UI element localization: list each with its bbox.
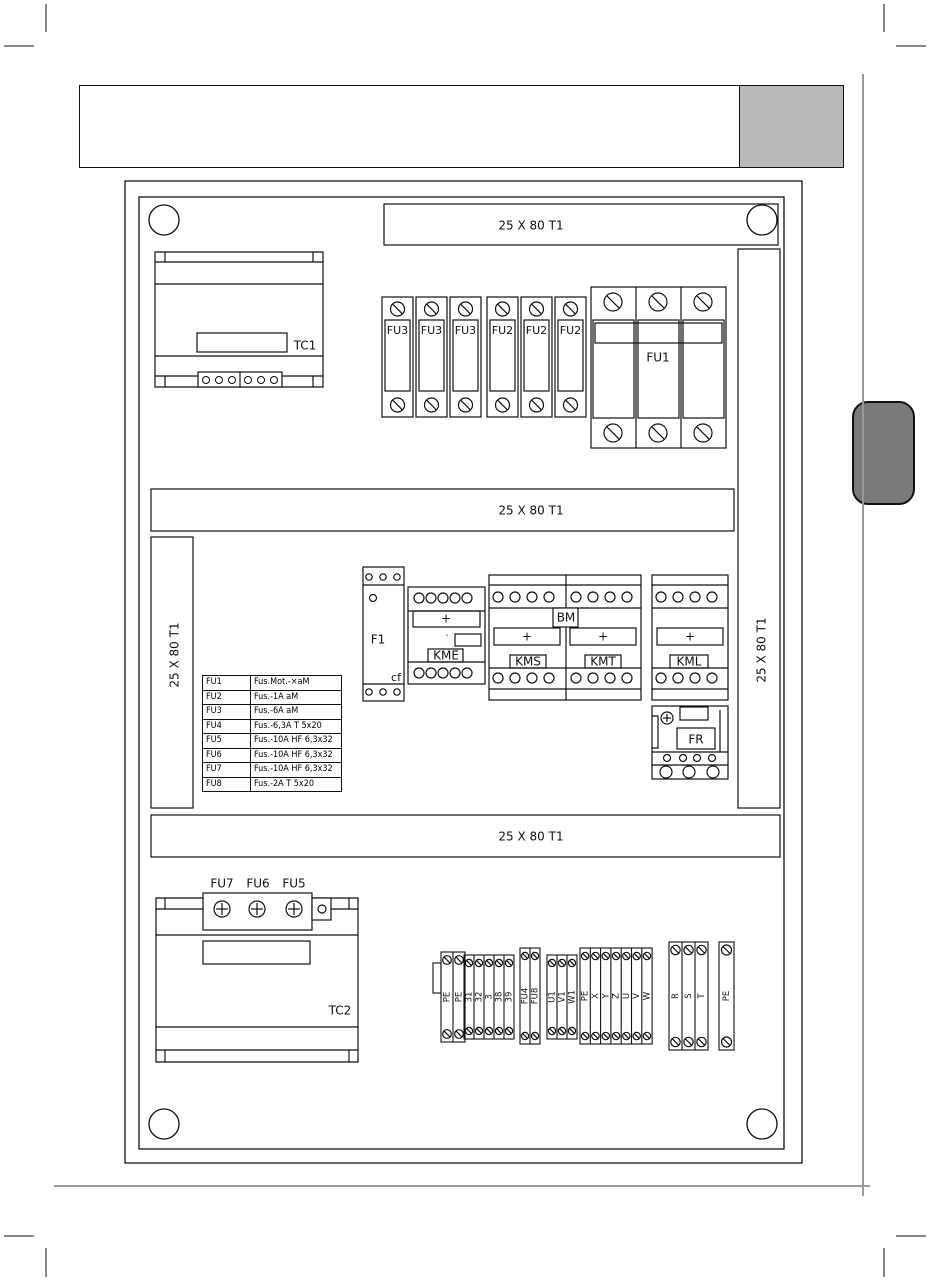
legend-row [203, 734, 342, 749]
legend-row [203, 748, 342, 763]
legend-row [203, 719, 342, 734]
tc2-fuse-fu7-label: FU7 [210, 876, 234, 891]
fuse-holder-group [382, 297, 586, 417]
legend-code: FU4 [203, 719, 251, 734]
crop-marks [4, 4, 926, 1277]
terminal-label: PE [454, 991, 465, 1003]
fuse-holder-label: FU3 [420, 324, 443, 337]
din-rail-bottom [151, 815, 780, 857]
kml-label: KML [676, 654, 702, 669]
din-rail-middle [151, 489, 734, 531]
fuse-holder [416, 297, 447, 417]
fuse-holder-label: FU3 [386, 324, 409, 337]
legend-code: FU3 [203, 705, 251, 720]
din-rail-bottom-label: 25 X 80 T1 [498, 829, 564, 844]
legend-desc: Fus.Mot.-×aM [251, 676, 342, 691]
kmt-label: KMT [590, 654, 616, 669]
fu1-label: FU1 [646, 350, 670, 365]
fuse-holder-label: FU3 [454, 324, 477, 337]
din-rail-top [384, 204, 778, 245]
legend-row [203, 676, 342, 691]
legend-desc: Fus.-10A HF 6,3x32 [251, 734, 342, 749]
legend-row [203, 763, 342, 778]
kme-dot: · [445, 631, 449, 642]
fuse-holder [555, 297, 586, 417]
fuse-holder [450, 297, 481, 417]
terminal-label: V1 [557, 991, 568, 1003]
tc2-fuse-fu6-label: FU6 [246, 876, 270, 891]
legend-row [203, 690, 342, 705]
terminal-label: PE [580, 990, 591, 1002]
legend-desc: Fus.-2A T 5x20 [251, 777, 342, 792]
fuse-holder-label: FU2 [491, 324, 514, 337]
terminal-label: T [697, 993, 707, 999]
contactor-kms-kmt [489, 575, 641, 700]
fuse-holder [521, 297, 552, 417]
legend-row [203, 777, 342, 792]
fuse-holder [382, 297, 413, 417]
fuse-holder-fu1 [591, 287, 726, 448]
kms-label: KMS [515, 654, 541, 669]
terminal-label: FU4 [520, 987, 531, 1005]
terminal-label: PE [722, 990, 732, 1002]
legend-code: FU2 [203, 690, 251, 705]
din-rail-top-label: 25 X 80 T1 [498, 218, 564, 233]
bm-label: BM [556, 610, 576, 625]
legend-code: FU8 [203, 777, 251, 792]
legend-code: FU7 [203, 763, 251, 778]
din-rail-left-label: 25 X 80 T1 [167, 622, 182, 688]
legend-code: FU5 [203, 734, 251, 749]
kmt-plus: + [597, 629, 609, 644]
tc2-label: TC2 [328, 1003, 352, 1018]
legend-code: FU6 [203, 748, 251, 763]
legend-desc: Fus.-10A HF 6,3x32 [251, 763, 342, 778]
fuse-legend-table [202, 675, 342, 792]
fr-label: FR [688, 732, 704, 747]
terminal-label: V [632, 993, 643, 999]
transformer-tc2 [156, 893, 358, 1062]
kml-plus: + [684, 629, 696, 644]
legend-row [203, 705, 342, 720]
din-rail-middle-label: 25 X 80 T1 [498, 503, 564, 518]
kme-label: KME [433, 648, 459, 663]
legend-desc: Fus.-6,3A T 5x20 [251, 719, 342, 734]
tc2-fuse-fu5-label: FU5 [282, 876, 306, 891]
legend-desc: Fus.-10A HF 6,3x32 [251, 748, 342, 763]
fuse-holder [487, 297, 518, 417]
terminal-label: 39 [504, 991, 515, 1003]
terminal-label: FU8 [530, 987, 541, 1005]
terminal-label: R [671, 993, 681, 999]
terminal-label: PE [442, 991, 453, 1003]
terminal-label: U [621, 992, 632, 1000]
transformer-tc1 [155, 252, 323, 387]
terminal-label: 3 [484, 994, 495, 1000]
legend-desc: Fus.-1A aM [251, 690, 342, 705]
terminal-label: X [590, 993, 601, 999]
terminal-strip [433, 942, 734, 1050]
terminal-label: S [684, 993, 694, 999]
legend-code: FU1 [203, 676, 251, 691]
terminal-label: 38 [494, 991, 505, 1003]
tc1-label: TC1 [293, 338, 317, 353]
terminal-label: Z [611, 993, 622, 999]
kme-plus: + [440, 611, 452, 626]
terminal-label: Y [601, 993, 612, 999]
din-rail-right-label: 25 X 80 T1 [754, 617, 769, 683]
din-rail-right-vertical [738, 249, 780, 808]
f1-cf-label: cf [391, 671, 401, 684]
terminal-label: W [642, 991, 653, 1001]
f1-label: F1 [370, 632, 386, 647]
legend-desc: Fus.-6A aM [251, 705, 342, 720]
terminal-label: W1 [567, 990, 578, 1004]
kms-plus: + [521, 629, 533, 644]
terminal-label: 31 [464, 991, 475, 1003]
terminal-label: U1 [547, 991, 558, 1003]
fuse-holder-label: FU2 [559, 324, 582, 337]
terminal-label: 32 [474, 991, 485, 1003]
fuse-holder-label: FU2 [525, 324, 548, 337]
